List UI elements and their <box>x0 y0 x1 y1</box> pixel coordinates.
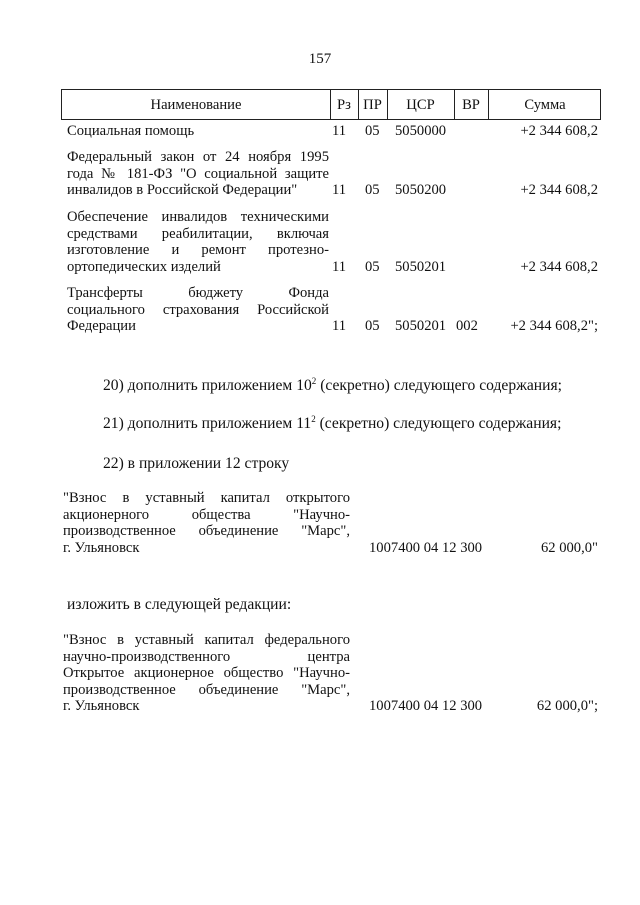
old-row-name: "Взнос в уставный капитал открытого акционерного общества "Научно- производственное объединение "Марс", г. Ульяновск <box>63 490 350 556</box>
row-name-line: инвалидов в Российской Федерации" <box>67 182 298 198</box>
paragraph-restate: изложить в следующей редакции: <box>67 596 292 613</box>
row-pr: 05 <box>365 182 380 198</box>
row-sum: +2 344 608,2 <box>520 259 598 275</box>
row-name-line: Федеральный закон от 24 ноября 1995 <box>67 149 329 165</box>
row-name-line: ортопедических изделий <box>67 258 221 275</box>
row-rz: 11 <box>332 182 347 198</box>
header-pr: ПР <box>363 97 382 113</box>
table-header <box>61 89 601 120</box>
row-name-line: Трансферты бюджету Фонда <box>67 285 329 301</box>
header-sum: Сумма <box>524 97 566 113</box>
paragraph-21: 21) дополнить приложением $11^2$ (секретно) следующего содержания; <box>103 413 562 432</box>
row-sum: +2 344 608,2 <box>520 123 598 139</box>
header-csr: ЦСР <box>406 97 435 113</box>
row-pr: 05 <box>365 318 380 334</box>
row-rz: 11 <box>332 259 347 275</box>
row-pr: 05 <box>365 123 380 139</box>
new-row-code: 1007400 04 12 300 <box>369 698 483 714</box>
table-row <box>67 123 329 140</box>
row-rz: 11 <box>332 318 347 334</box>
row-name-line: средствами реабилитации, включая <box>67 225 329 242</box>
old-row-sum: 62 000,0" <box>540 540 598 556</box>
header-rz: Рз <box>337 97 351 113</box>
row-csr: 5050201 <box>395 259 447 275</box>
row-csr: 5050201 <box>395 318 447 334</box>
row-name-line: социального страхования Российской <box>67 301 329 318</box>
row-csr: 5050200 <box>395 182 447 198</box>
row-name-line: изготовление и ремонт протезно- <box>67 242 329 258</box>
row-name-line: Обеспечение инвалидов техническими <box>67 209 329 225</box>
paragraph-20: 20) дополнить приложением $10^2$ (секретно) следующего содержания; <box>103 375 563 394</box>
new-row-sum: 62 000,0"; <box>536 698 598 714</box>
row-pr: 05 <box>365 259 380 275</box>
row-vr: 002 <box>456 318 478 334</box>
row-name-line: года № 181-ФЗ "О социальной защите <box>67 165 329 182</box>
row-name-line: Федерации <box>67 318 136 334</box>
header-name: Наименование <box>150 97 242 113</box>
header-vr: ВР <box>462 97 480 113</box>
table-row <box>67 149 329 199</box>
row-sum: +2 344 608,2 <box>520 182 598 198</box>
row-rz: 11 <box>332 123 347 139</box>
row-sum: +2 344 608,2"; <box>510 318 598 334</box>
table-row <box>67 209 329 275</box>
row-csr: 5050000 <box>395 123 447 139</box>
paragraph-22: 22) в приложении 12 строку <box>103 455 290 472</box>
new-row-name: "Взнос в уставный капитал федерального научно-производственного центра Открытое акционерное общество "Научно- производственное объединение "Марс", г. Ульяновск <box>63 632 350 714</box>
row-name-line: Социальная помощь <box>67 123 195 139</box>
page-number: 157 <box>308 51 332 67</box>
table-row <box>67 285 329 335</box>
old-row-code: 1007400 04 12 300 <box>369 540 483 556</box>
